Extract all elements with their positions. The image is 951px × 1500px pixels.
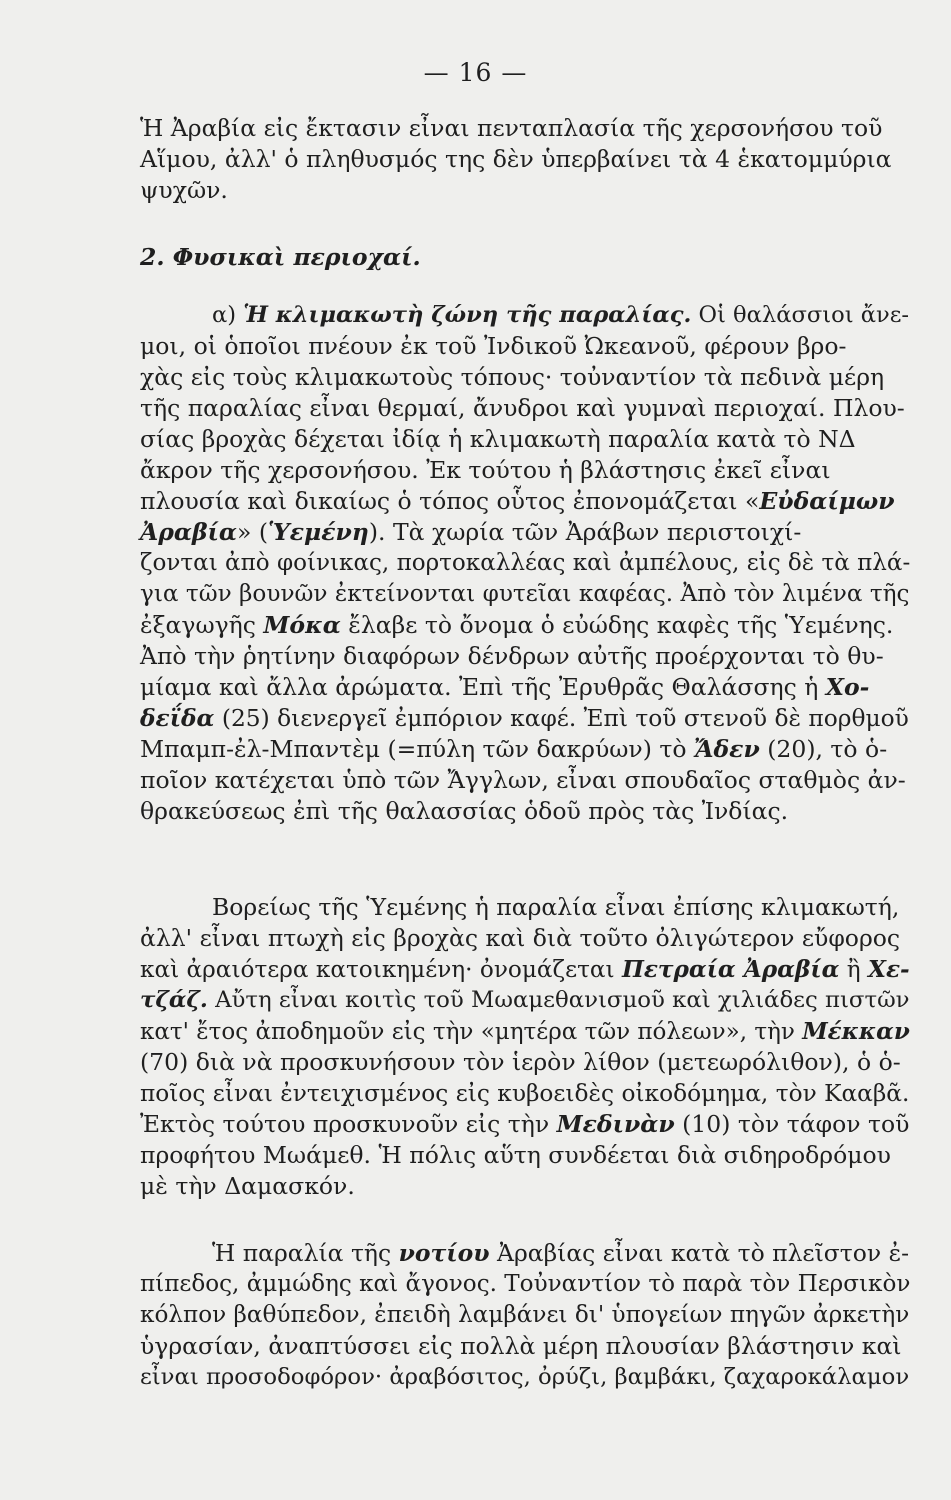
page-number: — 16 — — [423, 58, 528, 87]
text-line: θρακεύσεως ἐπὶ τῆς θαλασσίας ὁδοῦ πρὸς τὰς Ἰνδίας. — [140, 797, 789, 825]
section-heading-text: 2. Φυσικαὶ περιοχαί. — [140, 243, 421, 271]
text-line: ποῖος εἶναι ἐντειχισμένος εἰς κυβοειδὲς οἰκοδόμημα, τὸν Κααβᾶ. — [140, 1080, 910, 1107]
text-line: ὑγρασίαν, ἀναπτύσσει εἰς πολλὰ μέρη πλουσίαν βλάστησιν καὶ — [140, 1332, 902, 1360]
text-line: ζονται ἀπὸ φοίνικας, πορτοκαλλέας καὶ ἀμπέλους, εἰς δὲ τὰ πλά- — [140, 550, 911, 576]
emphasis-term: Μέκκαν — [802, 1018, 910, 1045]
text-line: Αἵμου, ἀλλ' ὁ πληθυσμός της δὲν ὑπερβαίνει τὰ 4 ἑκατομμύρια — [140, 145, 892, 173]
emphasis-term: Χο- — [825, 673, 870, 701]
text-line: σίας βροχὰς δέχεται ἰδίᾳ ἡ κλιμακωτὴ παραλία κατὰ τὸ ΝΔ — [140, 425, 856, 453]
text-line: Ἡ Ἀραβία εἰς ἔκτασιν εἶναι πενταπλασία τῆς χερσονήσου τοῦ — [140, 114, 883, 142]
text-line: ἀλλ' εἶναι πτωχὴ εἰς βροχὰς καὶ διὰ τοῦτο ὀλιγώτερον εὔφορος — [140, 924, 901, 952]
emphasis-term: Μόκα — [263, 611, 341, 639]
text-line: μὲ τὴν Δαμασκόν. — [140, 1172, 355, 1200]
text-line: εἶναι προσοδοφόρον· ἀραβόσιτος, ὀρύζι, βαμβάκι, ζαχαροκάλαμον — [140, 1364, 910, 1390]
text-line: ποῖον κατέχεται ὑπὸ τῶν Ἄγγλων, εἶναι σπουδαῖος σταθμὸς ἀν- — [140, 766, 906, 794]
subsection-title: Ἡ κλιμακωτὴ ζώνη τῆς παραλίας. — [243, 302, 692, 328]
paragraph-south-arabia — [140, 1238, 910, 1393]
emphasis-term: Χε- — [868, 956, 910, 983]
emphasis-term: Ὑεμένη — [268, 518, 369, 546]
emphasis-term: Πετραία Ἀραβία — [621, 956, 840, 983]
text-line: μίαμα καὶ ἄλλα ἀρώματα. Ἐπὶ τῆς Ἐρυθρᾶς Θαλάσσης ἡ Χο- — [140, 673, 870, 701]
emphasis-term: Εὐδαίμων — [759, 487, 895, 515]
text-line: (70) διὰ νὰ προσκυνήσουν τὸν ἱερὸν λίθον (μετεωρόλιθον), ὁ ὁ- — [140, 1048, 901, 1076]
emphasis-term: Μεδινὰν — [556, 1110, 675, 1138]
text-line: για τῶν βουνῶν ἐκτείνονται φυτεῖαι καφέας. Ἀπὸ τὸν λιμένα τῆς — [140, 581, 910, 607]
emphasis-term: τζάζ. — [140, 987, 208, 1013]
emphasis-term: νοτίου — [398, 1239, 490, 1267]
text-line: καὶ ἀραιότερα κατοικημένη· ὀνομάζεται Πετραία Ἀραβία ἢ Χε- — [140, 956, 910, 983]
text-line: ἐξαγωγῆς Μόκα ἔλαβε τὸ ὄνομα ὁ εὐώδης καφὲς τῆς Ὑεμένης. — [140, 611, 894, 639]
text-line: κόλπον βαθύπεδον, ἐπειδὴ λαμβάνει δι' ὑπογείων πηγῶν ἀρκετὴν — [140, 1302, 910, 1328]
text-line: ἄκρον τῆς χερσονήσου. Ἐκ τούτου ἡ βλάστησις ἐκεῖ εἶναι — [140, 456, 831, 484]
text-line: α) Ἡ κλιμακωτὴ ζώνη τῆς παραλίας. Οἱ θαλάσσιοι ἄνε- — [212, 302, 910, 328]
text-line: πλουσία καὶ δικαίως ὁ τόπος οὗτος ἐπονομάζεται «Εὐδαίμων — [140, 487, 895, 515]
text-line: πίπεδος, ἀμμώδης καὶ ἄγονος. Τοὐναντίον τὸ παρὰ τὸν Περσικὸν — [140, 1271, 911, 1297]
text-line: τῆς παραλίας εἶναι θερμαί, ἄνυδροι καὶ γυμναὶ περιοχαί. Πλου- — [140, 394, 905, 422]
text-line: δεΐδα (25) διενεργεῖ ἐμπόριον καφέ. Ἐπὶ τοῦ στενοῦ δὲ πορθμοῦ — [140, 705, 909, 732]
text-line: Ἀπὸ τὴν ῥητίνην διαφόρων δένδρων αὐτῆς προέρχονται τὸ θυ- — [140, 642, 884, 670]
text-line: Βορείως τῆς Ὑεμένης ἡ παραλία εἶναι ἐπίσης κλιμακωτή, — [212, 893, 900, 921]
text-line: ψυχῶν. — [140, 176, 228, 204]
paragraph-stepped-coast — [140, 300, 910, 827]
text-line: Ἡ παραλία τῆς νοτίου Ἀραβίας εἶναι κατὰ τὸ πλεῖστον ἐ- — [212, 1239, 910, 1267]
text-line: προφήτου Μωάμεθ. Ἡ πόλις αὕτη συνδέεται διὰ σιδηροδρόμου — [140, 1141, 891, 1169]
text-line: Ἐκτὸς τούτου προσκυνοῦν εἰς τὴν Μεδινὰν (10) τὸν τάφον τοῦ — [140, 1110, 910, 1138]
text-line: χὰς εἰς τοὺς κλιμακωτοὺς τόπους· τοὐναντίον τὰ πεδινὰ μέρη — [140, 363, 885, 391]
text-line: Μπαμπ-ἐλ-Μπαντὲμ (=πύλη τῶν δακρύων) τὸ Ἄδεν (20), τὸ ὁ- — [140, 735, 888, 763]
emphasis-term: Ἄδεν — [693, 735, 760, 763]
emphasis-term: δεΐδα — [140, 705, 215, 732]
paragraph-north-yemen — [140, 892, 910, 1202]
text-line: μοι, οἱ ὁποῖοι πνέουν ἐκ τοῦ Ἰνδικοῦ Ὠκεανοῦ, φέρουν βρο- — [140, 332, 847, 360]
section-heading — [140, 242, 910, 273]
emphasis-term: Ἀραβία — [140, 518, 238, 546]
text-line: τζάζ. Αὔτη εἶναι κοιτὶς τοῦ Μωαμεθανισμοῦ καὶ χιλιάδες πιστῶν — [140, 987, 910, 1013]
text-line: Ἀραβία» (Ὑεμένη). Τὰ χωρία τῶν Ἀράβων περιστοιχί- — [140, 518, 802, 546]
text-line: κατ' ἔτος ἀποδημοῦν εἰς τὴν «μητέρα τῶν πόλεων», τὴν Μέκκαν — [140, 1018, 910, 1045]
paragraph-intro — [140, 113, 910, 206]
